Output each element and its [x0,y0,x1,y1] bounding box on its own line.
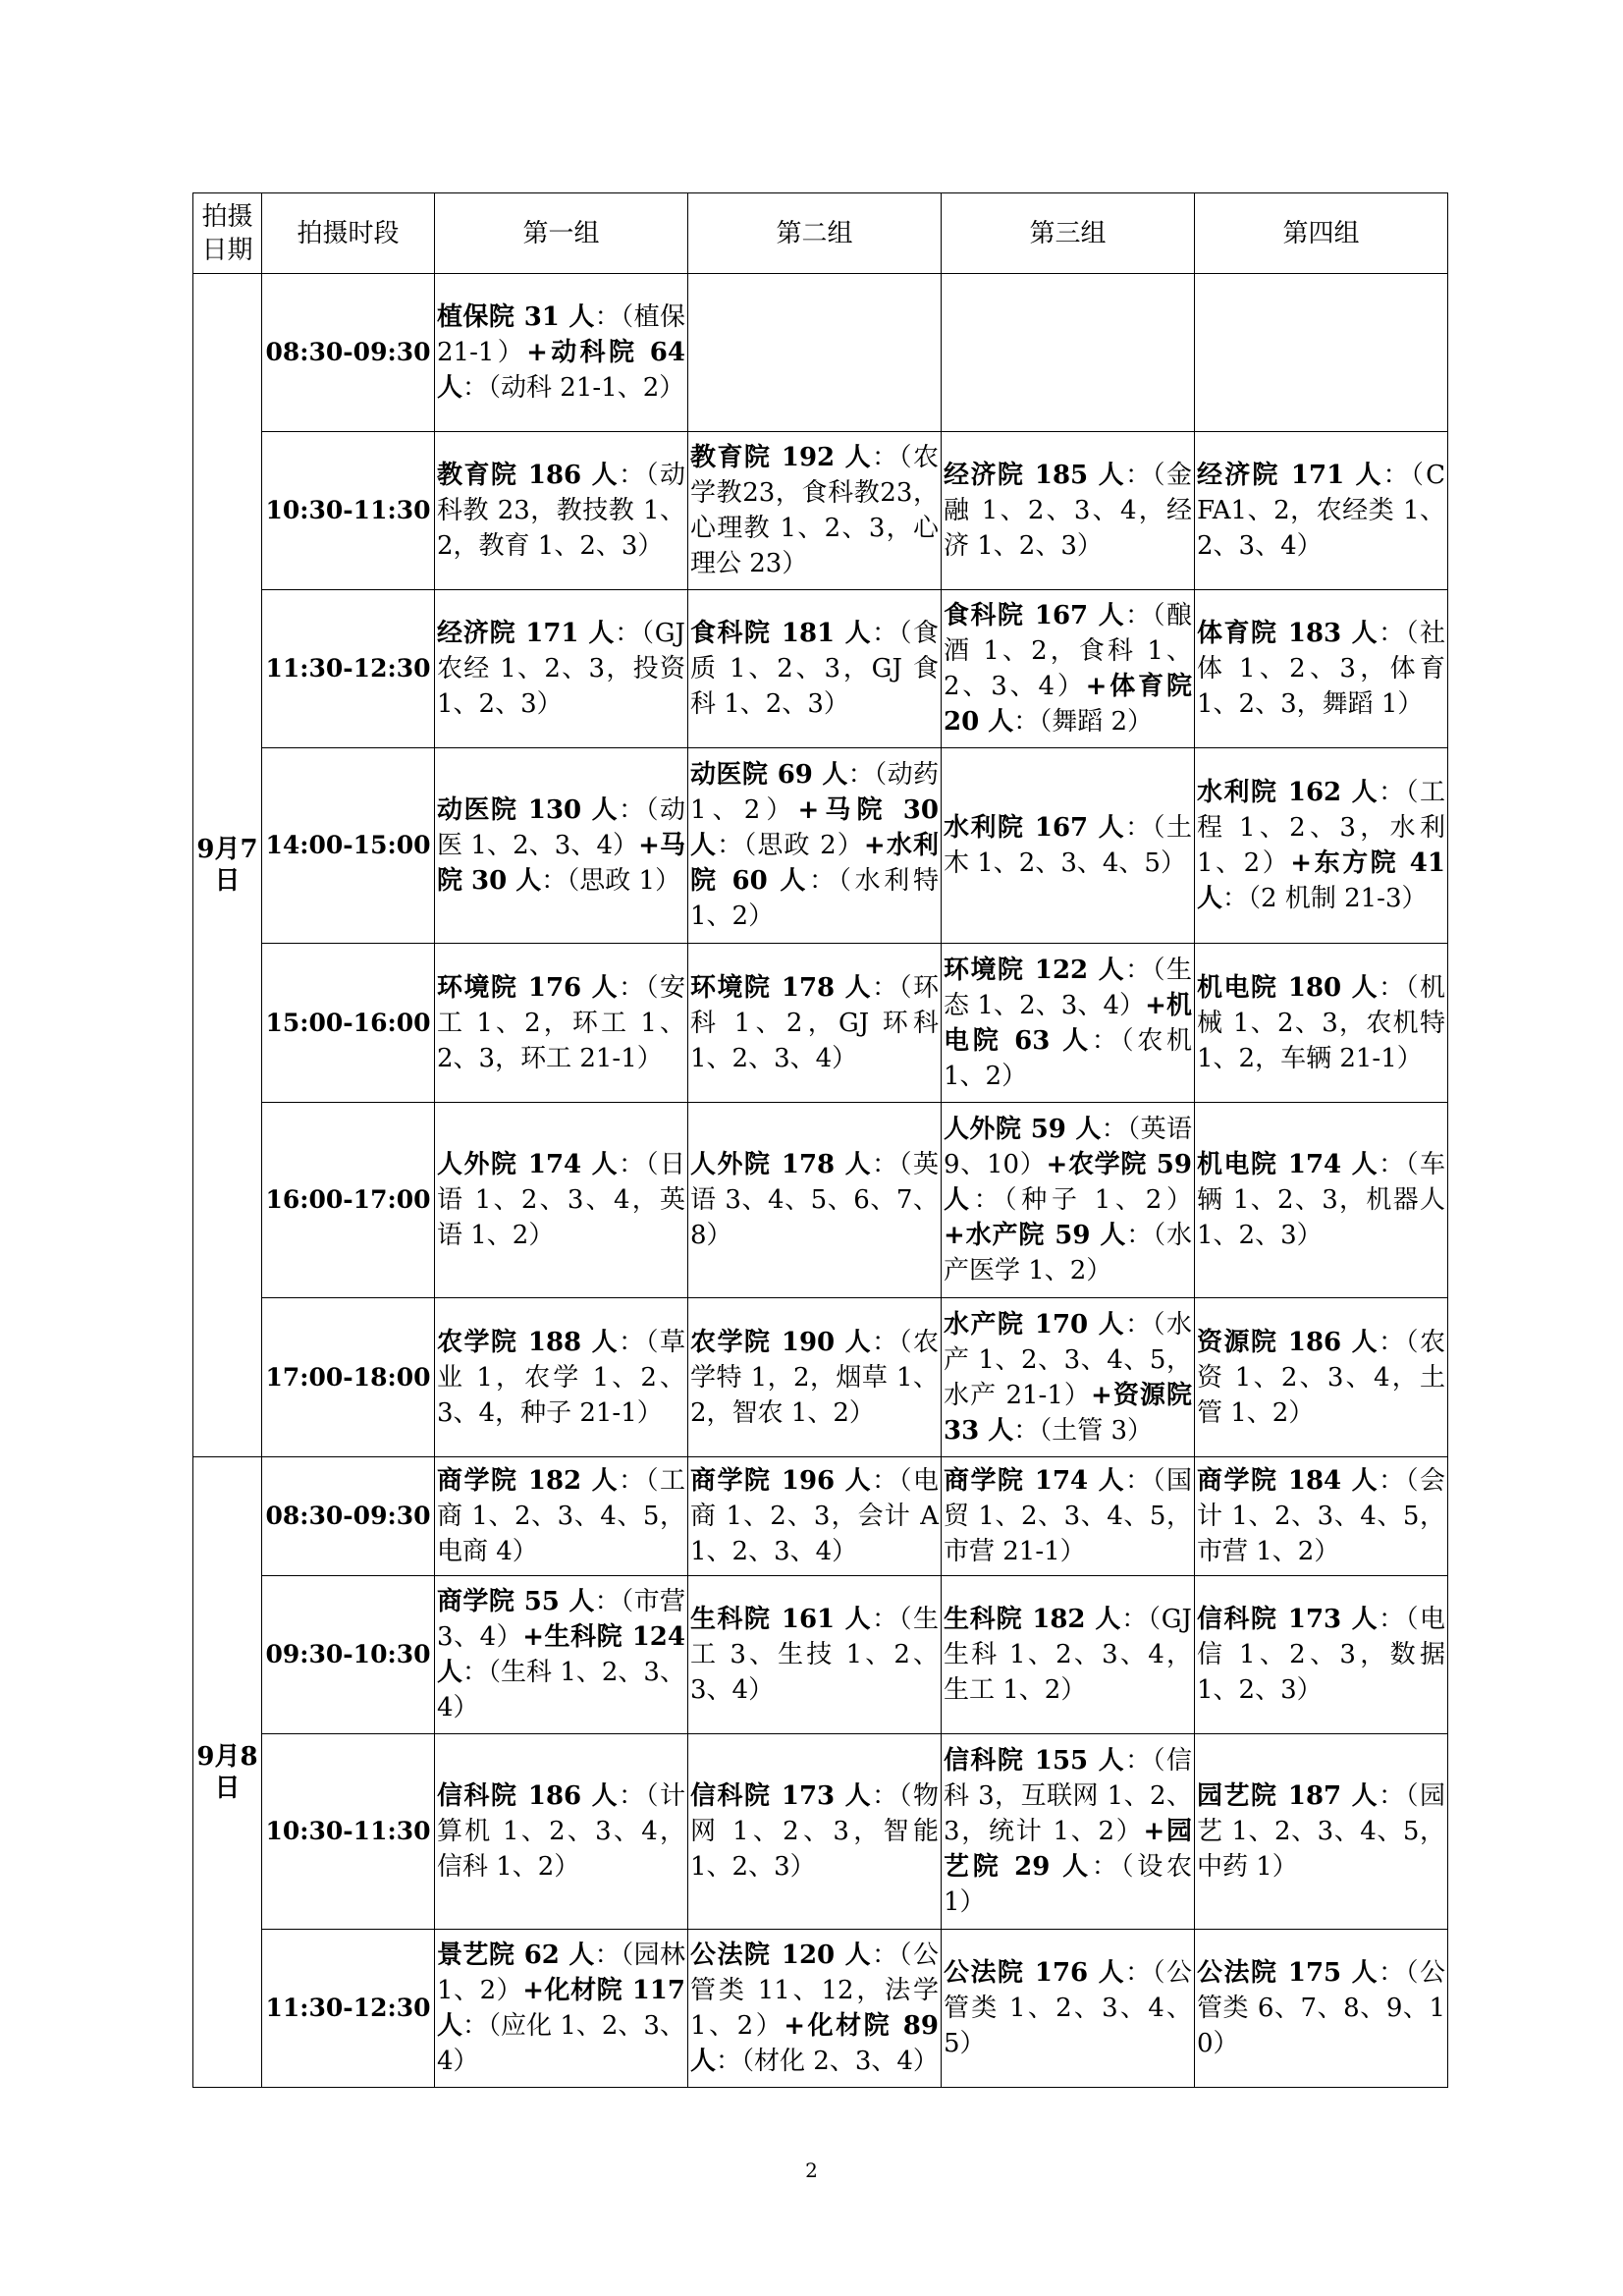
group-1-cell [435,1930,688,2088]
group-2-cell [688,1298,942,1457]
college-count: 信科院 173 人 [1197,1605,1380,1634]
college-count: 水利院 167 人 [944,813,1126,843]
class-list: ：（农学教23，食科教23，心理教 1、2、3，心理公 23） [690,443,939,578]
college-count: 环境院 176 人 [437,972,620,1003]
college-count: 机电院 180 人 [1197,972,1380,1003]
college-count: 环境院 122 人 [944,955,1126,985]
college-count: +动科院 64 人 [437,338,685,403]
class-list: ：（农资 1、2、3、4，土管 1、2） [1197,1327,1445,1428]
group-1-cell [435,1734,688,1930]
college-count: 人外院 178 人 [690,1150,873,1179]
college-count: +机电院 63 人 [944,990,1192,1056]
college-count: 经济院 171 人 [1197,461,1383,490]
table-row [193,1298,1448,1457]
time-slot: 16:00-17:00 [262,1103,435,1298]
group-2-cell [688,274,942,432]
college-count: +化材院 117 人 [437,1976,685,2041]
college-count: 环境院 178 人 [690,972,873,1003]
group-2-cell [688,748,942,944]
group-2-cell [688,944,942,1103]
class-list: ：（动科 21-1、2） [462,373,685,403]
class-list: ：（物网 1、2、3，智能 1、2、3） [690,1781,939,1882]
class-list: ：（日语 1、2、3、4，英语 1、2） [437,1150,685,1250]
class-list: ：（水产 1、2、3、4、5，水产 21-1） [944,1309,1192,1410]
class-list: ：（机械 1、2、3，农机特 1、2，车辆 21-1） [1197,972,1445,1073]
class-list: ：（舞蹈 2） [1013,707,1154,737]
group-3-cell [942,748,1195,944]
group-3-cell [942,1103,1195,1298]
header-group-2: 第二组 [688,193,942,274]
class-list: ：（设农 1） [944,1852,1192,1917]
class-list: ：（GJ 生科 1、2、3、4，生工 1、2） [944,1605,1192,1705]
table-row [193,1576,1448,1734]
college-count: 动医院 130 人 [437,795,620,825]
shoot-date: 9月7日 [193,274,262,1457]
college-count: +水利院 60 人 [690,831,939,896]
college-count: +资源院 33 人 [944,1380,1192,1446]
class-list: ：（国贸 1、2、3、4、5，市营 21-1） [944,1466,1192,1566]
class-list: ：（英语 3、4、5、6、7、8） [690,1150,939,1250]
college-count: 园艺院 187 人 [1197,1781,1380,1811]
college-count: 农学院 188 人 [437,1327,620,1357]
group-2-cell [688,1734,942,1930]
college-count: 经济院 185 人 [944,461,1126,490]
college-count: 商学院 182 人 [437,1466,620,1496]
time-slot: 11:30-12:30 [262,1930,435,2088]
college-count: 商学院 174 人 [944,1466,1126,1496]
header-group-3: 第三组 [942,193,1195,274]
group-1-cell [435,944,688,1103]
class-list: ：（土木 1、2、3、4、5） [944,813,1192,878]
college-count: 生科院 161 人 [690,1605,873,1634]
class-list: ：（公管类 11、12，法学 1、2） [690,1941,939,2041]
class-list: ：（农机 1、2） [944,1025,1192,1091]
group-3-cell [942,944,1195,1103]
college-count: 水利院 162 人 [1197,778,1380,807]
group-1-cell [435,590,688,748]
class-list: ：（CFA1、2，农经类 1、2、3、4） [1197,461,1445,561]
college-count: 人外院 59 人 [944,1115,1102,1144]
header-row [193,193,1448,274]
college-count: 商学院 196 人 [690,1466,873,1496]
class-list: ：（安工 1、2，环工 1、2、3，环工 21-1） [437,972,685,1073]
class-list: ：（金融 1、2、3、4，经济 1、2、3） [944,461,1192,561]
class-list: ：（会计 1、2、3、4、5，市营 1、2） [1197,1466,1445,1566]
class-list: ：（车辆 1、2、3，机器人 1、2、3） [1197,1150,1445,1250]
college-count: 教育院 186 人 [437,461,620,490]
class-list: ：（工程 1、2、3，水利 1、2） [1197,778,1445,878]
group-3-cell [942,432,1195,590]
college-count: 公法院 175 人 [1197,1958,1380,1988]
group-4-cell [1195,1103,1448,1298]
class-list: ：（思政 2） [717,831,864,860]
college-count: 植保院 31 人 [437,302,595,332]
college-count: 教育院 192 人 [690,443,873,472]
class-list: ：（园林 1、2） [437,1941,685,2005]
class-list: ：（动科教 23，教技教 1、2，教育 1、2、3） [437,461,685,561]
college-count: +马院 30 人 [437,831,685,896]
group-4-cell [1195,1576,1448,1734]
college-count: 农学院 190 人 [690,1327,873,1357]
college-count: +农学院 59 人 [944,1150,1192,1215]
college-count: 动医院 69 人 [690,760,848,790]
class-list: ：（电商 1、2、3，会计 A1、2、3、4） [690,1466,939,1566]
table-row [193,432,1448,590]
time-slot: 17:00-18:00 [262,1298,435,1457]
class-list: ：（植保 21-1） [437,302,685,367]
group-4-cell [1195,1930,1448,2088]
table-row [193,1103,1448,1298]
group-2-cell [688,1930,942,2088]
header-group-4: 第四组 [1195,193,1448,274]
college-count: 水产院 170 人 [944,1309,1126,1339]
time-slot: 10:30-11:30 [262,1734,435,1930]
table-row [193,944,1448,1103]
group-3-cell [942,1576,1195,1734]
college-count: +马院 30 人 [690,795,939,860]
class-list: ：（草业 1，农学 1、2、3、4，种子 21-1） [437,1327,685,1428]
class-list: ：（酿酒 1、2，食科 1、2、3、4） [944,601,1192,701]
header-group-1: 第一组 [435,193,688,274]
group-2-cell [688,1103,942,1298]
group-4-cell [1195,274,1448,432]
class-list: ：（材化 2、3、4） [716,2047,939,2076]
college-count: 机电院 174 人 [1197,1150,1380,1179]
group-4-cell [1195,944,1448,1103]
group-4-cell [1195,432,1448,590]
class-list: ：（应化 1、2、3、4） [437,2011,685,2076]
table-row [193,590,1448,748]
class-list: ：（计算机 1、2、3、4，信科 1、2） [437,1781,685,1882]
college-count: 信科院 173 人 [690,1781,873,1811]
page-number: 2 [805,2159,818,2182]
table-row [193,748,1448,944]
class-list: ：（动药 1、2） [690,760,939,825]
college-count: +体育院 20 人 [944,672,1192,737]
group-2-cell [688,1457,942,1576]
header-date: 拍摄日期 [193,193,262,274]
class-list: ：（公管类 1、2、3、4、5） [944,1958,1192,2058]
group-4-cell [1195,748,1448,944]
group-1-cell [435,748,688,944]
class-list: ：（GJ 农经 1、2、3，投资 1、2、3） [437,619,685,719]
college-count: +园艺院 29 人 [944,1817,1192,1882]
schedule-table [192,192,1448,2088]
class-list: ：（动医 1、2、3、4） [437,795,685,860]
class-list: ：（英语 9、10） [944,1115,1192,1179]
group-3-cell [942,274,1195,432]
group-4-cell [1195,1734,1448,1930]
class-list: ：（生科 1、2、3、4） [437,1658,685,1722]
time-slot: 11:30-12:30 [262,590,435,748]
college-count: 信科院 155 人 [944,1746,1126,1776]
class-list: ：（水产医学 1、2） [944,1221,1192,1285]
class-list: ：（信科 3，互联网 1、2、3，统计 1、2） [944,1746,1192,1846]
class-list: ：（生工 3、生技 1、2、3、4） [690,1605,939,1705]
group-1-cell [435,1576,688,1734]
group-2-cell [688,1576,942,1734]
college-count: 资源院 186 人 [1197,1327,1380,1357]
group-1-cell [435,432,688,590]
time-slot: 14:00-15:00 [262,748,435,944]
group-3-cell [942,1457,1195,1576]
college-count: +水产院 59 人 [944,1221,1127,1250]
group-2-cell [688,432,942,590]
group-4-cell [1195,1457,1448,1576]
group-1-cell [435,274,688,432]
class-list: ：（园艺 1、2、3、4、5，中药 1） [1197,1781,1445,1882]
group-4-cell [1195,590,1448,748]
class-list: ：（种子 1、2） [973,1185,1192,1215]
class-list: ：（环科 1、2，GJ 环科 1、2、3、4） [690,972,939,1073]
class-list: ：（2 机制 21-3） [1222,884,1428,913]
class-list: ：（社体 1、2、3，体育 1、2、3，舞蹈 1） [1197,619,1445,719]
college-count: 信科院 186 人 [437,1781,620,1811]
college-count: 生科院 182 人 [944,1605,1122,1634]
college-count: 公法院 176 人 [944,1958,1126,1988]
class-list: ：（土管 3） [1013,1415,1154,1446]
group-3-cell [942,590,1195,748]
group-4-cell [1195,1298,1448,1457]
class-list: ：（公管类 6、7、8、9、10） [1197,1958,1445,2058]
header-time: 拍摄时段 [262,193,435,274]
college-count: 经济院 171 人 [437,619,616,648]
class-list: ：（水利特 1、2） [690,866,939,931]
time-slot: 10:30-11:30 [262,432,435,590]
class-list: ：（电信 1、2、3，数据 1、2、3） [1197,1605,1445,1705]
group-3-cell [942,1734,1195,1930]
table-row [193,274,1448,432]
group-1-cell [435,1457,688,1576]
college-count: 公法院 120 人 [690,1941,873,1970]
group-2-cell [688,590,942,748]
time-slot: 08:30-09:30 [262,274,435,432]
group-3-cell [942,1298,1195,1457]
group-1-cell [435,1103,688,1298]
table-row [193,1930,1448,2088]
table-row [193,1734,1448,1930]
group-1-cell [435,1298,688,1457]
college-count: 商学院 184 人 [1197,1466,1380,1496]
class-list: ：（农学特 1，2，烟草 1、2，智农 1、2） [690,1327,939,1428]
college-count: 食科院 167 人 [944,601,1126,630]
college-count: 体育院 183 人 [1197,619,1380,648]
college-count: 食科院 181 人 [690,619,873,648]
time-slot: 09:30-10:30 [262,1576,435,1734]
college-count: 景艺院 62 人 [437,1941,595,1970]
college-count: 人外院 174 人 [437,1150,620,1179]
college-count: 商学院 55 人 [437,1587,595,1616]
college-count: +化材院 89 人 [690,2011,939,2076]
shoot-date: 9月8日 [193,1457,262,2088]
college-count: +东方院 41 人 [1197,848,1445,913]
time-slot: 08:30-09:30 [262,1457,435,1576]
class-list: ：（生态 1、2、3、4） [944,955,1192,1020]
class-list: ：（食质 1、2、3，GJ 食科 1、2、3） [690,619,939,719]
class-list: ：（工商 1、2、3、4、5，电商 4） [437,1466,685,1566]
time-slot: 15:00-16:00 [262,944,435,1103]
college-count: +生科院 124 人 [437,1622,685,1687]
table-row [193,1457,1448,1576]
class-list: ：（市营 3、4） [437,1587,685,1652]
class-list: ：（思政 1） [541,866,681,896]
group-3-cell [942,1930,1195,2088]
